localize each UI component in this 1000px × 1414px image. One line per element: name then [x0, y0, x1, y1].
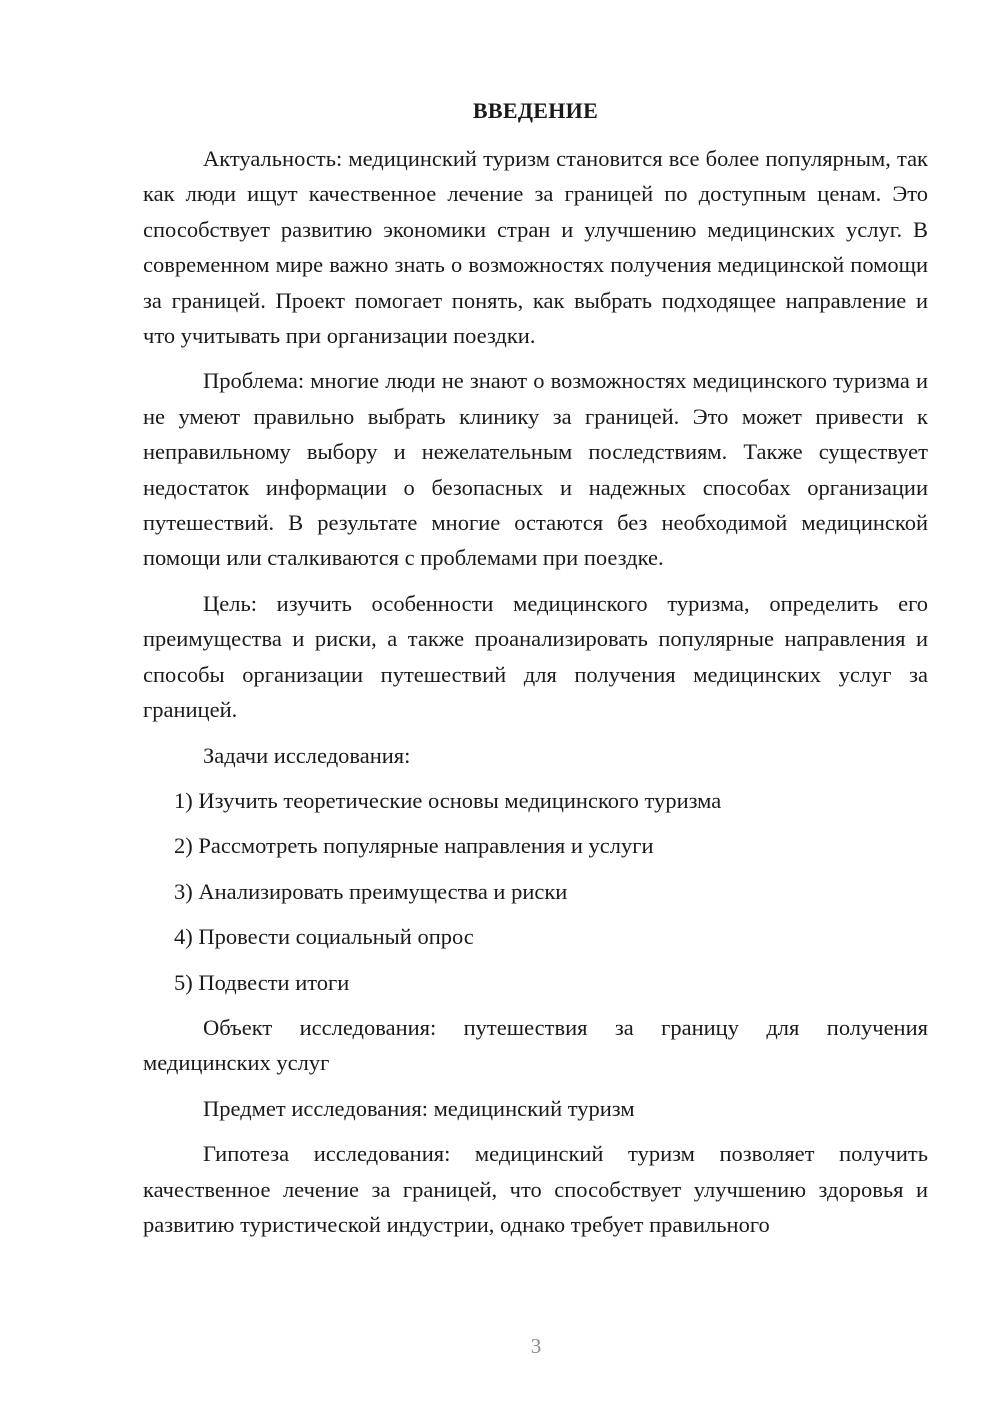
goal-paragraph: Цель: изучить особенности медицинского туризма, определить его преимущества и риски, а также проанализировать популярные направления и способы организации путешествий для получения медицинских услуг за границей. [143, 590, 928, 723]
task-item: 2) Рассмотреть популярные направления и услуги [174, 833, 654, 859]
problem-paragraph: Проблема: многие люди не знают о возможностях медицинского туризма и не умеют правильно выбрать клинику за границей. Это может привести к неправильному выбору и нежелательным последствиям. Также существует недостаток информации о безопасных и надежных способах организации путешествий. В результате многие остаются без необходимой медицинской помощи или сталкиваются с проблемами при поездке. [143, 368, 928, 571]
page-number: 3 [530, 1334, 542, 1358]
section-heading: ВВЕДЕНИЕ [472, 98, 599, 123]
object-paragraph: Объект исследования: путешествия за границу для получения медицинских услуг [143, 1014, 928, 1076]
subject-paragraph: Предмет исследования: медицинский туризм [203, 1095, 635, 1121]
task-item: 5) Подвести итоги [174, 969, 350, 995]
relevance-paragraph: Актуальность: медицинский туризм становится все более популярным, так как люди ищут качественное лечение за границей по доступным ценам. Это способствует развитию экономики стран и улучшению медицинских услуг. В современном мире важно знать о возможностях получения медицинской помощи за границей. Проект помогает понять, как выбрать подходящее направление и что учитывать при организации поездки. [143, 146, 928, 349]
task-item: 3) Анализировать преимущества и риски [174, 878, 568, 904]
task-item: 1) Изучить теоретические основы медицинского туризма [174, 787, 722, 813]
hypothesis-paragraph: Гипотеза исследования: медицинский туризм позволяет получить качественное лечение за границей, что способствует улучшению здоровья и развитию туристической индустрии, однако требует правильного [143, 1141, 928, 1237]
tasks-list [143, 783, 928, 1000]
body-text [143, 141, 928, 1252]
tasks-title: Задачи исследования: [203, 742, 411, 768]
task-item: 4) Провести социальный опрос [174, 924, 474, 950]
